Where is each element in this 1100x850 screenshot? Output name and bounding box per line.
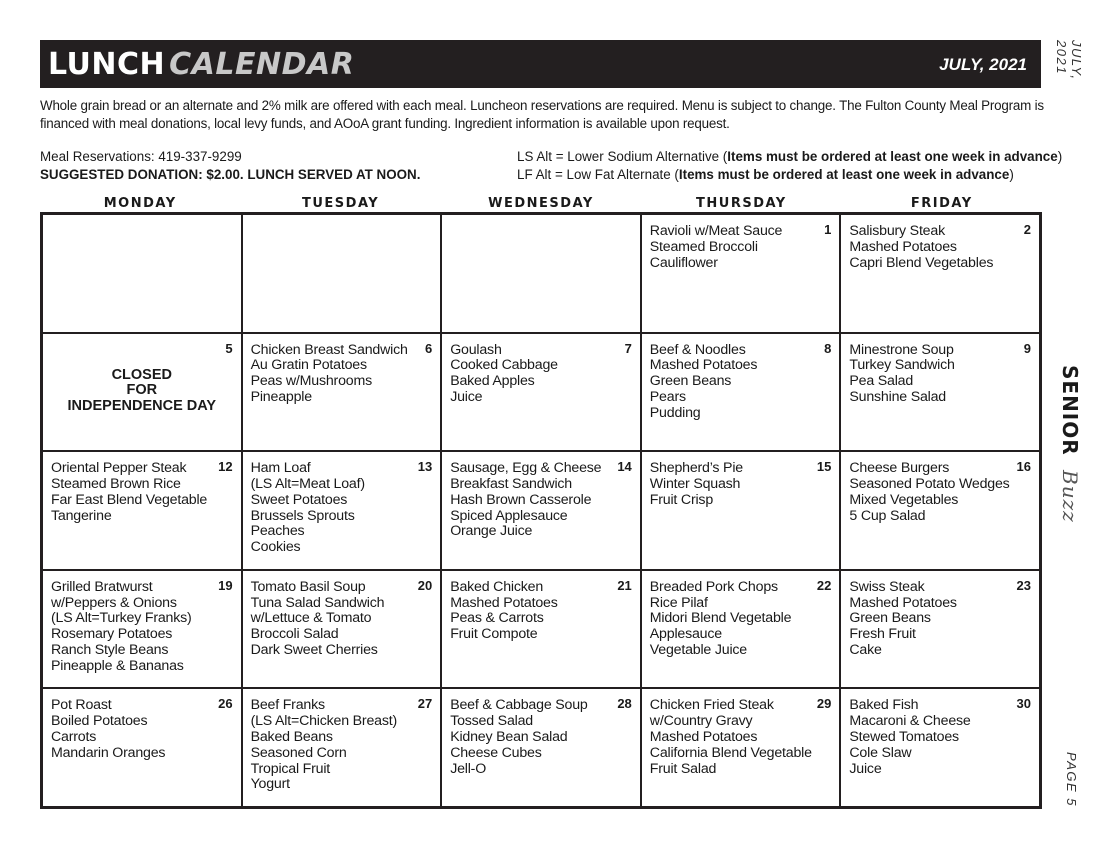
menu-item: Beef & Noodles xyxy=(649,341,746,358)
menu-item: (LS Alt=Turkey Franks) xyxy=(51,610,192,627)
day-number: 19 xyxy=(218,577,233,593)
menu-item: Sausage, Egg & Cheese xyxy=(450,460,602,477)
day-cell-30 xyxy=(840,688,1040,807)
menu-item: Baked Chicken xyxy=(450,578,544,595)
menu-item: w/Country Gravy xyxy=(649,713,753,730)
day-cell-empty xyxy=(42,214,242,333)
menu-item: Salisbury Steak xyxy=(849,223,945,239)
menu-list xyxy=(450,577,632,643)
menu-item: Mashed Potatoes xyxy=(849,594,957,611)
menu-item: Cauliflower xyxy=(649,254,718,271)
menu-item: Steamed Brown Rice xyxy=(51,475,181,492)
menu-list xyxy=(51,698,233,761)
day-number: 21 xyxy=(617,577,632,593)
menu-item: Cheese Burgers xyxy=(849,460,950,477)
day-cell-23 xyxy=(840,570,1040,689)
header-month: JULY, 2021 xyxy=(939,55,1027,74)
day-cell-21 xyxy=(441,570,641,689)
day-cell-13 xyxy=(242,451,442,570)
menu-list xyxy=(849,461,1031,524)
day-cell-16 xyxy=(840,451,1040,570)
menu-item: Dark Sweet Cherries xyxy=(250,641,378,658)
menu-list xyxy=(250,577,433,659)
menu-item: Carrots xyxy=(51,728,97,745)
menu-item: Peaches xyxy=(250,523,305,540)
menu-list xyxy=(849,224,1031,271)
menu-item: Green Beans xyxy=(649,373,732,390)
menu-list xyxy=(450,461,632,540)
menu-item: Brussels Sprouts xyxy=(250,507,355,524)
ls-alt-note: Items must be ordered at least one week in advance xyxy=(727,149,1058,164)
day-cell-14 xyxy=(441,451,641,570)
menu-item: Capri Blend Vegetables xyxy=(849,254,994,271)
menu-item: Fruit Salad xyxy=(649,760,717,777)
menu-item: Broccoli Salad xyxy=(250,626,339,643)
day-number: 14 xyxy=(617,459,632,475)
day-cell-5 xyxy=(42,333,242,452)
menu-item: Steamed Broccoli xyxy=(649,238,758,255)
day-number: 28 xyxy=(617,696,632,712)
menu-item: Juice xyxy=(450,388,483,405)
day-cell-1 xyxy=(641,214,841,333)
menu-item: Fruit Compote xyxy=(450,626,538,643)
weekday-tuesday: TUESDAY xyxy=(301,196,380,211)
menu-item: Boiled Potatoes xyxy=(51,713,148,730)
menu-item: Mashed Potatoes xyxy=(649,357,758,374)
menu-list xyxy=(251,461,433,556)
calendar-grid xyxy=(40,212,1042,809)
menu-item: Ham Loaf xyxy=(250,460,311,477)
menu-item: Pudding xyxy=(649,404,701,421)
menu-item: Chicken Fried Steak xyxy=(649,697,774,714)
menu-item: Green Beans xyxy=(849,610,931,627)
alternatives-legend xyxy=(517,148,1062,184)
menu-list xyxy=(849,340,1031,406)
page-header xyxy=(40,40,1041,88)
day-cell-27 xyxy=(242,688,442,807)
menu-item: w/Peppers & Onions xyxy=(51,594,177,611)
menu-list xyxy=(251,698,433,793)
menu-item: Juice xyxy=(849,760,882,777)
ls-alt-text: LS Alt = Lower Sodium Alternative ( xyxy=(517,149,728,164)
day-number: 23 xyxy=(1016,577,1031,593)
ls-alt-close: ) xyxy=(1057,149,1063,164)
day-number: 16 xyxy=(1016,459,1031,475)
menu-item: Swiss Steak xyxy=(849,578,925,595)
menu-item: Grilled Bratwurst xyxy=(51,578,153,595)
menu-item: Spiced Applesauce xyxy=(450,507,568,524)
menu-item: (LS Alt=Chicken Breast) xyxy=(250,713,397,730)
intro-text: Whole grain bread or an alternate and 2% milk are offered with each meal. Luncheon reservations are required. Menu is subject to change. The Fulton County Meal Program is financed with meal donations, local levy funds, and AOoA grant funding. Ingredient information is available upon request. xyxy=(40,98,1044,131)
menu-item: Far East Blend Vegetable xyxy=(51,491,208,508)
side-month-label: JULY, 2021 xyxy=(1054,40,1084,81)
menu-item: Beef Franks xyxy=(250,697,325,714)
day-number: 27 xyxy=(417,696,433,712)
menu-item: 5 Cup Salad xyxy=(849,507,926,524)
menu-item: Mashed Potatoes xyxy=(649,728,758,745)
menu-item: Cheese Cubes xyxy=(450,744,542,761)
menu-item: Ravioli w/Meat Sauce xyxy=(649,223,783,239)
menu-item: Au Gratin Potatoes xyxy=(250,357,367,374)
day-number: 8 xyxy=(824,340,832,356)
senior-buzz-logo xyxy=(1058,365,1082,522)
menu-item: Stewed Tomatoes xyxy=(849,728,959,745)
lf-alt-text: LF Alt = Low Fat Alternate ( xyxy=(517,167,679,182)
menu-item: Chicken Breast Sandwich xyxy=(250,341,408,358)
menu-item: Turkey Sandwich xyxy=(849,357,955,374)
menu-item: Fruit Crisp xyxy=(649,491,714,508)
menu-item: Midori Blend Vegetable xyxy=(649,610,792,627)
menu-item: Seasoned Corn xyxy=(250,744,347,761)
menu-item: Cole Slaw xyxy=(849,744,912,761)
menu-item: Cake xyxy=(849,641,882,658)
menu-item: Applesauce xyxy=(649,626,722,643)
day-cell-19 xyxy=(42,570,242,689)
closed-line: INDEPENDENCE DAY xyxy=(67,397,217,414)
menu-item: California Blend Vegetable xyxy=(649,744,812,761)
reservation-phone: Meal Reservations: 419-337-9299 xyxy=(40,149,242,164)
menu-item: Macaroni & Cheese xyxy=(849,713,971,730)
day-number: 13 xyxy=(417,459,433,475)
menu-item: Shepherd’s Pie xyxy=(649,460,743,477)
menu-item: Winter Squash xyxy=(649,475,741,492)
menu-item: Minestrone Soup xyxy=(849,341,954,358)
page-title xyxy=(48,47,354,82)
menu-item: Cookies xyxy=(250,539,301,556)
day-cell-7 xyxy=(441,333,641,452)
menu-item: Beef & Cabbage Soup xyxy=(450,697,588,714)
menu-item: Pineapple & Bananas xyxy=(51,657,184,674)
day-number: 6 xyxy=(424,340,433,356)
menu-item: Rosemary Potatoes xyxy=(51,626,173,643)
menu-item: Pea Salad xyxy=(849,373,914,390)
day-cell-26 xyxy=(42,688,242,807)
menu-item: Fresh Fruit xyxy=(849,626,916,643)
day-cell-2 xyxy=(840,214,1040,333)
menu-list xyxy=(650,224,832,271)
day-number: 26 xyxy=(218,696,233,712)
day-cell-empty xyxy=(242,214,442,333)
menu-item: Tangerine xyxy=(51,507,112,524)
menu-item: Baked Apples xyxy=(450,373,535,390)
closed-line: CLOSED xyxy=(111,366,172,383)
day-number: 29 xyxy=(816,696,832,712)
menu-item: Orange Juice xyxy=(450,523,533,540)
weekday-header xyxy=(40,196,1042,211)
day-cell-28 xyxy=(441,688,641,807)
menu-item: Mashed Potatoes xyxy=(450,594,558,611)
menu-list xyxy=(650,461,832,508)
menu-item: Jell-O xyxy=(450,760,487,777)
weekday-thursday: THURSDAY xyxy=(696,196,787,211)
menu-item: w/Lettuce & Tomato xyxy=(250,610,372,627)
page-number: PAGE 5 xyxy=(1064,752,1079,808)
day-cell-22 xyxy=(641,570,841,689)
menu-item: Tomato Basil Soup xyxy=(250,578,366,595)
day-number: 30 xyxy=(1016,696,1031,712)
day-number: 12 xyxy=(218,459,233,475)
menu-list xyxy=(650,698,832,777)
ls-alt-line xyxy=(517,148,1062,166)
menu-item: Mashed Potatoes xyxy=(849,238,957,255)
menu-list xyxy=(450,698,632,777)
lf-alt-line xyxy=(517,166,1062,184)
lf-alt-note: Items must be ordered at least one week in advance xyxy=(678,167,1010,182)
day-number: 22 xyxy=(816,577,832,593)
menu-item: Tuna Salad Sandwich xyxy=(250,594,385,611)
menu-item: Vegetable Juice xyxy=(649,641,747,658)
menu-item: Tropical Fruit xyxy=(250,760,331,777)
day-cell-12 xyxy=(42,451,242,570)
menu-item: Mixed Vegetables xyxy=(849,491,959,508)
menu-item: Pot Roast xyxy=(51,697,112,714)
reservation-info xyxy=(40,148,420,184)
menu-item: Ranch Style Beans xyxy=(51,641,169,658)
day-number: 7 xyxy=(624,340,632,356)
menu-item: Kidney Bean Salad xyxy=(450,728,568,745)
day-number: 5 xyxy=(225,340,233,356)
lf-alt-close: ) xyxy=(1009,167,1014,182)
day-cell-20 xyxy=(242,570,442,689)
logo-buzz: Buzz xyxy=(1058,469,1082,523)
day-number: 2 xyxy=(1023,222,1031,237)
weekday-monday: MONDAY xyxy=(103,196,177,211)
day-number: 1 xyxy=(824,222,832,237)
menu-item: Baked Fish xyxy=(849,697,919,714)
menu-item: Sunshine Salad xyxy=(849,388,946,405)
menu-item: Breakfast Sandwich xyxy=(450,475,572,492)
menu-list xyxy=(649,577,832,659)
closed-line: FOR xyxy=(126,382,158,399)
menu-item: Mandarin Oranges xyxy=(51,744,166,761)
title-lunch: LUNCH xyxy=(48,47,166,82)
menu-item: Pineapple xyxy=(250,388,312,405)
menu-item: Hash Brown Casserole xyxy=(450,491,592,508)
menu-item: Peas & Carrots xyxy=(450,610,544,627)
day-cell-9 xyxy=(840,333,1040,452)
menu-item: Sweet Potatoes xyxy=(250,491,348,508)
menu-item: Pears xyxy=(649,388,686,405)
menu-list xyxy=(849,698,1031,777)
menu-item: Peas w/Mushrooms xyxy=(250,373,372,390)
menu-list xyxy=(849,577,1031,659)
closed-notice xyxy=(43,368,241,415)
menu-item: Tossed Salad xyxy=(450,713,533,730)
title-calendar: CALENDAR xyxy=(169,47,355,82)
weekday-wednesday: WEDNESDAY xyxy=(488,196,594,211)
day-cell-6 xyxy=(242,333,442,452)
day-number: 9 xyxy=(1023,340,1031,356)
menu-item: Breaded Pork Chops xyxy=(649,578,778,595)
menu-item: Oriental Pepper Steak xyxy=(51,460,187,477)
day-cell-29 xyxy=(641,688,841,807)
menu-item: (LS Alt=Meat Loaf) xyxy=(250,475,365,492)
menu-item: Baked Beans xyxy=(250,728,333,745)
day-cell-15 xyxy=(641,451,841,570)
day-cell-empty xyxy=(441,214,641,333)
logo-senior: SENIOR xyxy=(1058,365,1082,456)
menu-list xyxy=(51,461,233,524)
menu-list xyxy=(51,577,233,675)
menu-item: Yogurt xyxy=(250,776,290,793)
day-cell-8 xyxy=(641,333,841,452)
menu-item: Goulash xyxy=(450,341,502,358)
menu-item: Rice Pilaf xyxy=(649,594,708,611)
menu-list xyxy=(250,340,433,406)
menu-list xyxy=(649,340,832,422)
menu-list xyxy=(450,340,632,406)
menu-item: Seasoned Potato Wedges xyxy=(849,475,1010,492)
weekday-friday: FRIDAY xyxy=(910,196,973,211)
menu-item: Cooked Cabbage xyxy=(450,357,558,374)
suggested-donation: SUGGESTED DONATION: $2.00. LUNCH SERVED AT NOON. xyxy=(40,167,421,182)
day-number: 15 xyxy=(816,459,832,475)
day-number: 20 xyxy=(417,577,433,593)
